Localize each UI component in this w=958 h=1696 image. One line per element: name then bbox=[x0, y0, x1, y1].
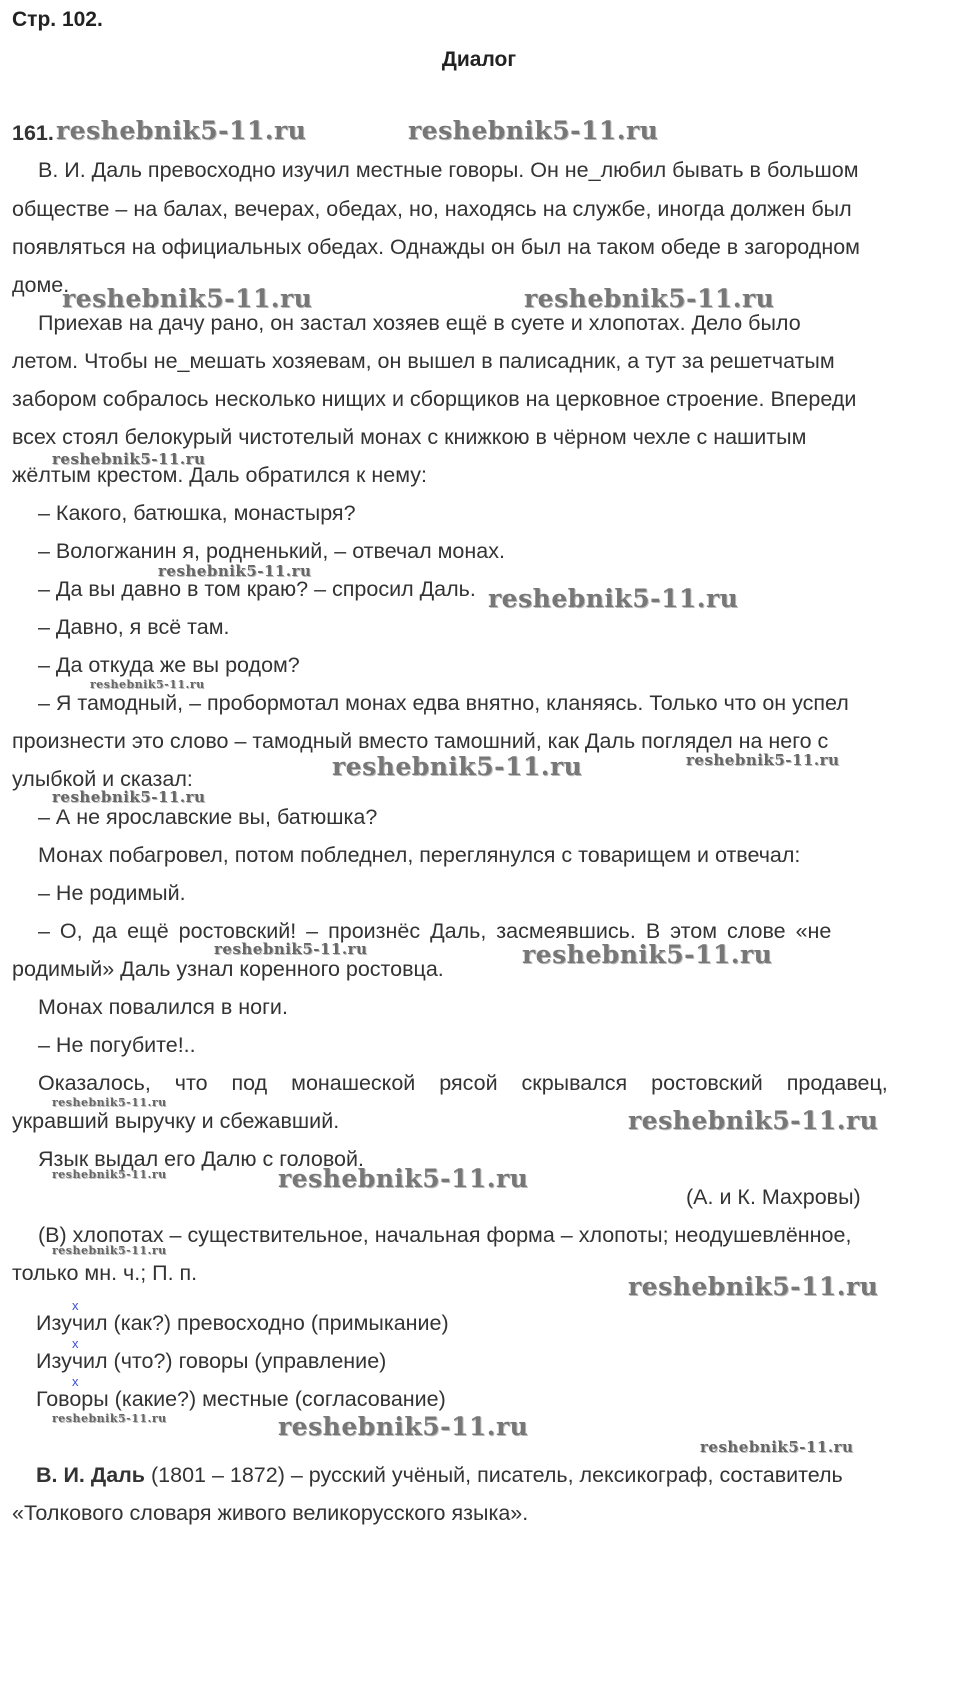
watermark: reshebnik5-11.ru bbox=[686, 751, 840, 769]
dialog-line-11: Монах повалился в ноги. bbox=[38, 995, 288, 1019]
watermark: reshebnik5-11.ru bbox=[522, 940, 773, 969]
paragraph-1-line-2: обществе – на балах, вечерах, обедах, но, находясь на службе, иногда должен был bbox=[12, 197, 852, 221]
dialog-line-4: – Давно, я всё там. bbox=[38, 615, 230, 639]
watermark: reshebnik5-11.ru bbox=[628, 1272, 879, 1301]
paragraph-2-line-2: летом. Чтобы не_мешать хозяевам, он вышел в палисадник, а тут за решетчатым bbox=[12, 349, 835, 373]
paragraph-2-line-3: забором собралось несколько нищих и сборщиков на церковное строение. Впереди bbox=[12, 387, 857, 411]
watermark: reshebnik5-11.ru bbox=[278, 1412, 529, 1441]
page-title: Диалог bbox=[441, 48, 517, 71]
paragraph-2-line-4: всех стоял белокурый чистотелый монах с книжкою в чёрном чехле с нашитым bbox=[12, 425, 807, 449]
dialog-line-7: – А не ярославские вы, батюшка? bbox=[38, 805, 378, 829]
watermark: reshebnik5-11.ru bbox=[628, 1106, 879, 1135]
dialog-line-6a: – Я тамодный, – пробормотал монах едва внятно, кланяясь. Только что он успел bbox=[38, 691, 849, 715]
dialog-line-10a: – О, да ещё ростовский! – произнёс Даль, засмеявшись. В этом слове «не bbox=[38, 919, 832, 943]
watermark: reshebnik5-11.ru bbox=[52, 1168, 167, 1181]
phrase-1: Изучил (как?) превосходно (примыкание) bbox=[36, 1311, 449, 1335]
watermark: reshebnik5-11.ru bbox=[278, 1164, 529, 1193]
bio-name: В. И. Даль bbox=[36, 1463, 146, 1487]
dialog-line-2: – Вологжанин я, родненький, – отвечал монах. bbox=[38, 539, 505, 563]
dialog-line-14: Язык выдал его Далю с головой. bbox=[38, 1147, 364, 1171]
watermark: reshebnik5-11.ru bbox=[52, 1412, 167, 1425]
phrase-2: Изучил (что?) говоры (управление) bbox=[36, 1349, 387, 1373]
exercise-number: 161. bbox=[12, 121, 54, 145]
dialog-line-8: Монах побагровел, потом побледнел, переглянулся с товарищем и отвечал: bbox=[38, 843, 801, 867]
bio-line-2: «Толкового словаря живого великорусского языка». bbox=[12, 1501, 529, 1525]
watermark: reshebnik5-11.ru bbox=[52, 1244, 167, 1257]
watermark: reshebnik5-11.ru bbox=[488, 584, 739, 613]
watermark: reshebnik5-11.ru bbox=[62, 284, 313, 313]
watermark: reshebnik5-11.ru bbox=[700, 1438, 854, 1456]
dialog-line-6b: произнести это слово – тамодный вместо тамошний, как Даль поглядел на него с bbox=[12, 729, 829, 753]
watermark: reshebnik5-11.ru bbox=[214, 940, 368, 958]
x-mark-2: x bbox=[72, 1336, 79, 1351]
x-mark-3: x bbox=[72, 1374, 79, 1389]
watermark: reshebnik5-11.ru bbox=[56, 116, 307, 145]
watermark: reshebnik5-11.ru bbox=[52, 788, 206, 806]
dialog-line-12: – Не погубите!.. bbox=[38, 1033, 196, 1057]
paragraph-2-line-1: Приехав на дачу рано, он застал хозяев ещё в суете и хлопотах. Дело было bbox=[38, 311, 801, 335]
x-mark-1: x bbox=[72, 1298, 79, 1313]
dialog-line-5: – Да откуда же вы родом? bbox=[38, 653, 300, 677]
watermark: reshebnik5-11.ru bbox=[158, 562, 312, 580]
watermark: reshebnik5-11.ru bbox=[524, 284, 775, 313]
paragraph-1-line-3: появляться на официальных обедах. Однажды он был на таком обеде в загородном bbox=[12, 235, 860, 259]
watermark: reshebnik5-11.ru bbox=[52, 1096, 167, 1109]
watermark: reshebnik5-11.ru bbox=[332, 752, 583, 781]
bio-line-1-rest: (1801 – 1872) – русский учёный, писатель, лексикограф, составитель bbox=[145, 1463, 843, 1487]
paragraph-1-line-1: В. И. Даль превосходно изучил местные говоры. Он не_любил бывать в большом bbox=[38, 158, 859, 182]
author-attribution: (А. и К. Махровы) bbox=[686, 1185, 861, 1209]
watermark: reshebnik5-11.ru bbox=[408, 116, 659, 145]
watermark: reshebnik5-11.ru bbox=[52, 450, 206, 468]
bio-line-1 bbox=[36, 1462, 843, 1488]
dialog-line-13b: укравший выручку и сбежавший. bbox=[12, 1109, 340, 1133]
dialog-line-13a: Оказалось, что под монашеской рясой скрывался ростовский продавец, bbox=[38, 1071, 888, 1095]
dialog-line-10b: родимый» Даль узнал коренного ростовца. bbox=[12, 957, 444, 981]
page-header: Стр. 102. bbox=[12, 8, 103, 31]
watermark: reshebnik5-11.ru bbox=[90, 678, 205, 691]
dialog-line-9: – Не родимый. bbox=[38, 881, 186, 905]
dialog-line-1: – Какого, батюшка, монастыря? bbox=[38, 501, 356, 525]
dialog-line-6c: улыбкой и сказал: bbox=[12, 767, 193, 791]
paragraph-2-line-5: жёлтым крестом. Даль обратился к нему: bbox=[12, 463, 427, 487]
analysis-line-1: (В) хлопотах – существительное, начальная форма – хлопоты; неодушевлённое, bbox=[38, 1223, 852, 1247]
phrase-3: Говоры (какие?) местные (согласование) bbox=[36, 1387, 446, 1411]
analysis-line-2: только мн. ч.; П. п. bbox=[12, 1261, 198, 1285]
paragraph-1-line-4: доме. bbox=[12, 273, 70, 297]
dialog-line-3: – Да вы давно в том краю? – спросил Даль. bbox=[38, 577, 476, 601]
